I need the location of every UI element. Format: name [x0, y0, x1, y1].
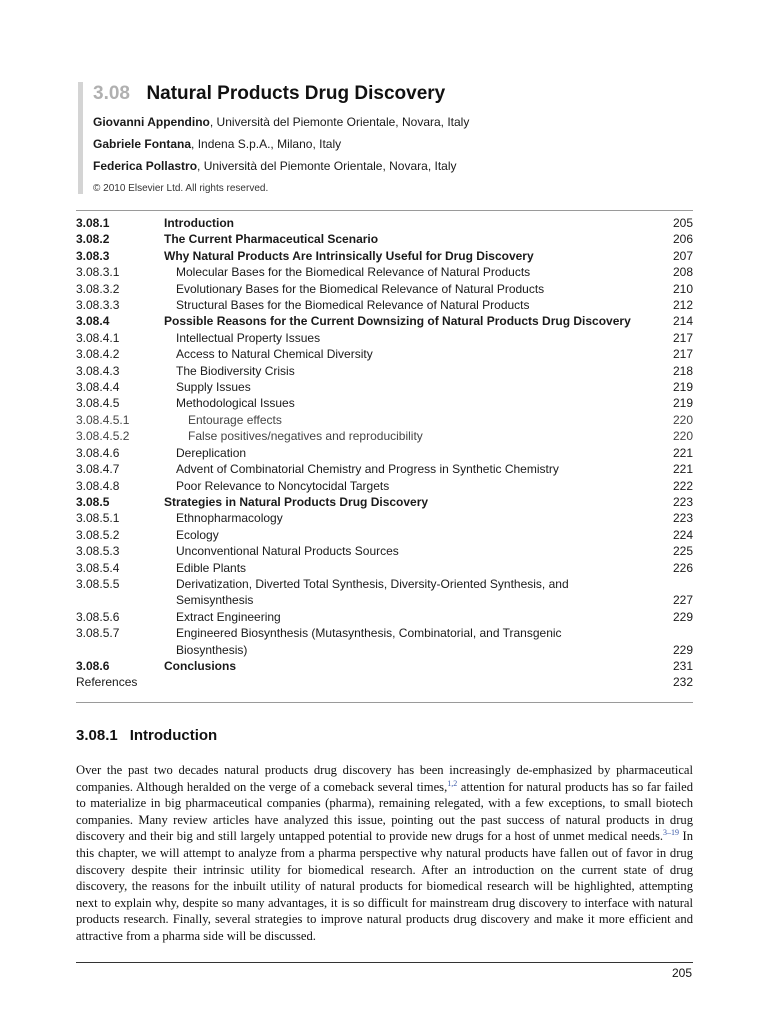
section-number: 3.08.1 — [76, 727, 118, 744]
toc-entry-title[interactable]: Extract Engineering — [176, 609, 281, 624]
toc-entry-page: 223 — [672, 494, 693, 509]
toc-entry-title[interactable]: Entourage effects — [188, 412, 282, 427]
chapter-number: 3.08 — [93, 83, 130, 104]
toc-entry-title[interactable]: Intellectual Property Issues — [176, 330, 321, 345]
toc-entry-page: 231 — [672, 658, 693, 673]
toc-entry-number: 3.08.4.5 — [76, 396, 120, 411]
toc-entry-number-blank — [76, 642, 164, 658]
toc-entry-number: 3.08.3.3 — [76, 298, 120, 313]
author-name: Federica Pollastro — [93, 159, 198, 173]
author-affiliation: , Università del Piemonte Orientale, Novara, Italy — [209, 115, 470, 129]
toc-entry[interactable] — [76, 215, 693, 231]
toc-entry-number: 3.08.4.7 — [76, 462, 120, 477]
toc-entry[interactable] — [76, 543, 693, 559]
toc-entry-page: 222 — [672, 478, 693, 493]
toc-entry-number: 3.08.5.4 — [76, 560, 120, 575]
toc-entry-title[interactable]: Evolutionary Bases for the Biomedical Relevance of Natural Products — [176, 281, 545, 296]
toc-entry-title[interactable]: Strategies in Natural Products Drug Discovery — [164, 494, 429, 509]
toc-entry-page-blank — [653, 625, 693, 641]
toc-entry[interactable] — [76, 313, 693, 329]
toc-entry-number: 3.08.5.1 — [76, 511, 120, 526]
toc-entry-title[interactable]: Edible Plants — [176, 560, 247, 575]
toc-entry-number: 3.08.4.3 — [76, 363, 120, 378]
toc-entry-number: 3.08.4.2 — [76, 347, 120, 362]
toc-entry-number: 3.08.6 — [76, 658, 110, 673]
paragraph-text: attention for natural products has so far failed to materialize in big pharmaceutical companies (pharma), remaining relegated, with a few exceptions, to small biotech companies. Many review articles have analyzed this issue, pointing out the past success of natural products in drug discovery and their big and still largely untapped potential to provide new drugs for a host of unmet medical needs. — [76, 779, 693, 844]
toc-entry-page: 210 — [672, 281, 693, 296]
toc-entry[interactable] — [76, 428, 693, 444]
toc-entry-number: 3.08.4.5.2 — [76, 429, 130, 444]
toc-entry[interactable] — [76, 494, 693, 510]
toc-entry[interactable] — [76, 609, 693, 625]
toc-entry-title[interactable]: Possible Reasons for the Current Downsizing of Natural Products Drug Discovery — [164, 314, 631, 329]
toc-entry-number: 3.08.5.5 — [76, 576, 120, 591]
toc-entry-number: 3.08.4.1 — [76, 330, 120, 345]
toc-entry-page: 218 — [672, 363, 693, 378]
toc-entry-page: 221 — [672, 445, 693, 460]
toc-entry-title[interactable]: Poor Relevance to Noncytocidal Targets — [176, 478, 390, 493]
toc-entry[interactable] — [76, 658, 693, 674]
toc-entry-page: 220 — [672, 429, 693, 444]
toc-entry[interactable] — [76, 560, 693, 576]
toc-top-rule — [76, 210, 693, 211]
toc-entry[interactable] — [76, 527, 693, 543]
toc-entry-title[interactable]: Dereplication — [176, 445, 247, 460]
toc-entry-number: 3.08.5 — [76, 494, 110, 509]
toc-entry-title[interactable]: Structural Bases for the Biomedical Relevance of Natural Products — [176, 298, 530, 313]
author-name: Gabriele Fontana — [93, 137, 192, 151]
paragraph-text: Over the past two decades natural products drug discovery has been increasingly de-emphasized by pharmaceutical companies. Although heralded on the verge of a comeback several times, — [76, 763, 693, 794]
citation-link[interactable]: 3–19 — [663, 828, 679, 838]
author-line — [93, 115, 698, 129]
toc-entry-number: 3.08.5.3 — [76, 544, 120, 559]
toc-entry-number: 3.08.4.8 — [76, 478, 120, 493]
toc-entry-title[interactable]: Why Natural Products Are Intrinsically Useful for Drug Discovery — [164, 248, 534, 263]
toc-entry-title[interactable]: Molecular Bases for the Biomedical Relevance of Natural Products — [176, 265, 531, 280]
chapter-title: Natural Products Drug Discovery — [146, 83, 446, 104]
toc-entry[interactable] — [76, 379, 693, 395]
toc-entry-continuation[interactable] — [76, 642, 693, 658]
toc-entry-title[interactable]: Introduction — [164, 216, 234, 230]
toc-entry-number: 3.08.5.6 — [76, 609, 120, 624]
toc-entry[interactable] — [76, 395, 693, 411]
page-number: 205 — [671, 966, 692, 980]
toc-entry-number: 3.08.4.5.1 — [76, 412, 130, 427]
toc-entry-number: 3.08.4 — [76, 314, 110, 329]
toc-entry-page: 205 — [672, 216, 693, 230]
toc-entry-page: 207 — [672, 248, 693, 263]
chapter-title-row — [93, 82, 698, 107]
toc-entry-title[interactable]: Derivatization, Diverted Total Synthesis, Diversity-Oriented Synthesis, and — [176, 576, 569, 591]
author-affiliation: , Indena S.p.A., Milano, Italy — [191, 137, 342, 151]
toc-entry[interactable] — [76, 346, 693, 362]
toc-entry[interactable] — [76, 297, 693, 313]
toc-entry-page-blank — [653, 576, 693, 592]
toc-entry-page: 224 — [672, 527, 693, 542]
author-line — [93, 137, 698, 151]
toc-entry-title[interactable]: Ecology — [176, 527, 219, 542]
toc-entry-title[interactable]: Supply Issues — [176, 380, 251, 395]
toc-entry-page: 208 — [672, 265, 693, 280]
toc-entry-title[interactable]: Methodological Issues — [176, 396, 295, 411]
toc-entry-title[interactable]: Engineered Biosynthesis (Mutasynthesis, Combinatorial, and Transgenic — [176, 626, 562, 641]
toc-entry-title[interactable]: Access to Natural Chemical Diversity — [176, 347, 373, 362]
toc-entry-number-blank — [76, 592, 164, 608]
toc-entry[interactable] — [76, 231, 693, 247]
author-name: Giovanni Appendino — [93, 115, 210, 129]
toc-entry[interactable] — [76, 248, 693, 264]
toc-entry[interactable] — [76, 576, 693, 592]
toc-entry-number: 3.08.3.2 — [76, 281, 120, 296]
toc-entry-title[interactable]: False positives/negatives and reproducibility — [188, 429, 423, 444]
author-line — [93, 159, 698, 173]
toc-entry-title[interactable]: Conclusions — [164, 658, 237, 673]
paragraph-text: In this chapter, we will attempt to analyze from a pharma perspective why natural products have fallen out of favor in drug discovery despite their intrinsic utility for biomedical research. After an introduction on the current state of drug discovery, the reasons for the inbuilt utility of natural products for biomedical research will be highlighted, attempting next to explain why, despite so many advantages, it is so difficult for mainstream drug discovery to interface with natural products research. Finally, several strategies to improve natural products drug discovery and make it more efficient and attractive from a pharma side will be discussed. — [76, 829, 693, 943]
toc-entry-page: 232 — [672, 675, 693, 690]
toc-entry-title[interactable]: Biosynthesis) — [176, 642, 248, 657]
section-title: Introduction — [129, 727, 218, 744]
toc-entry-number: References — [76, 675, 138, 690]
toc-entry-title[interactable]: Semisynthesis — [176, 593, 254, 608]
citation-link[interactable]: 1,2 — [447, 778, 458, 788]
toc-entry[interactable] — [76, 412, 693, 428]
toc-entry[interactable] — [76, 478, 693, 494]
toc-entry-page: 227 — [672, 593, 693, 608]
toc-entry-page: 221 — [672, 462, 693, 477]
toc-entry-page: 214 — [672, 314, 693, 329]
toc-entry-page: 219 — [672, 396, 693, 411]
toc-entry-title[interactable]: Unconventional Natural Products Sources — [176, 544, 399, 559]
footer-rule — [76, 962, 693, 963]
toc-entry[interactable] — [76, 461, 693, 477]
toc-entry-page: 212 — [672, 298, 693, 313]
toc-entry-number: 3.08.5.2 — [76, 527, 120, 542]
toc-entry[interactable] — [76, 510, 693, 526]
toc-bottom-rule — [76, 702, 693, 703]
copyright-notice: © 2010 Elsevier Ltd. All rights reserved. — [93, 183, 269, 194]
toc-entry-number: 3.08.4.4 — [76, 380, 120, 395]
toc-entry-page: 226 — [672, 560, 693, 575]
toc-entry-page: 206 — [672, 232, 693, 247]
toc-entry-page: 217 — [672, 330, 693, 345]
toc-entry-page: 225 — [672, 544, 693, 559]
toc-entry-page: 219 — [672, 380, 693, 395]
toc-entry-number: 3.08.3 — [76, 248, 110, 263]
toc-entry-title[interactable]: Advent of Combinatorial Chemistry and Progress in Synthetic Chemistry — [176, 462, 559, 477]
toc-entry[interactable] — [76, 625, 693, 641]
toc-entry-number: 3.08.2 — [76, 232, 110, 247]
toc-entry-page: 229 — [672, 609, 693, 624]
toc-entry[interactable] — [76, 281, 693, 297]
toc-entry-number: 3.08.3.1 — [76, 265, 120, 280]
toc-entry-title[interactable]: The Current Pharmaceutical Scenario — [164, 232, 379, 247]
toc-entry[interactable] — [76, 264, 693, 280]
toc-entry-number: 3.08.5.7 — [76, 626, 120, 641]
toc-entry[interactable] — [76, 674, 693, 690]
toc-entry[interactable] — [76, 363, 693, 379]
toc-entry-number: 3.08.4.6 — [76, 445, 120, 460]
body-paragraph — [76, 762, 693, 945]
chapter-header — [78, 82, 698, 194]
toc-entry-page: 220 — [672, 412, 693, 427]
table-of-contents — [76, 215, 693, 691]
author-affiliation: , Università del Piemonte Orientale, Novara, Italy — [197, 159, 457, 173]
toc-entry[interactable] — [76, 445, 693, 461]
toc-entry-title[interactable]: Ethnopharmacology — [176, 511, 283, 526]
toc-entry-title[interactable]: The Biodiversity Crisis — [176, 363, 295, 378]
toc-entry-continuation[interactable] — [76, 592, 693, 608]
toc-entry-number: 3.08.1 — [76, 216, 110, 230]
section-heading — [76, 727, 217, 744]
toc-entry-page: 217 — [672, 347, 693, 362]
toc-entry[interactable] — [76, 330, 693, 346]
toc-entry-page: 223 — [672, 511, 693, 526]
toc-entry-title[interactable] — [164, 674, 653, 690]
toc-entry-page: 229 — [672, 642, 693, 657]
